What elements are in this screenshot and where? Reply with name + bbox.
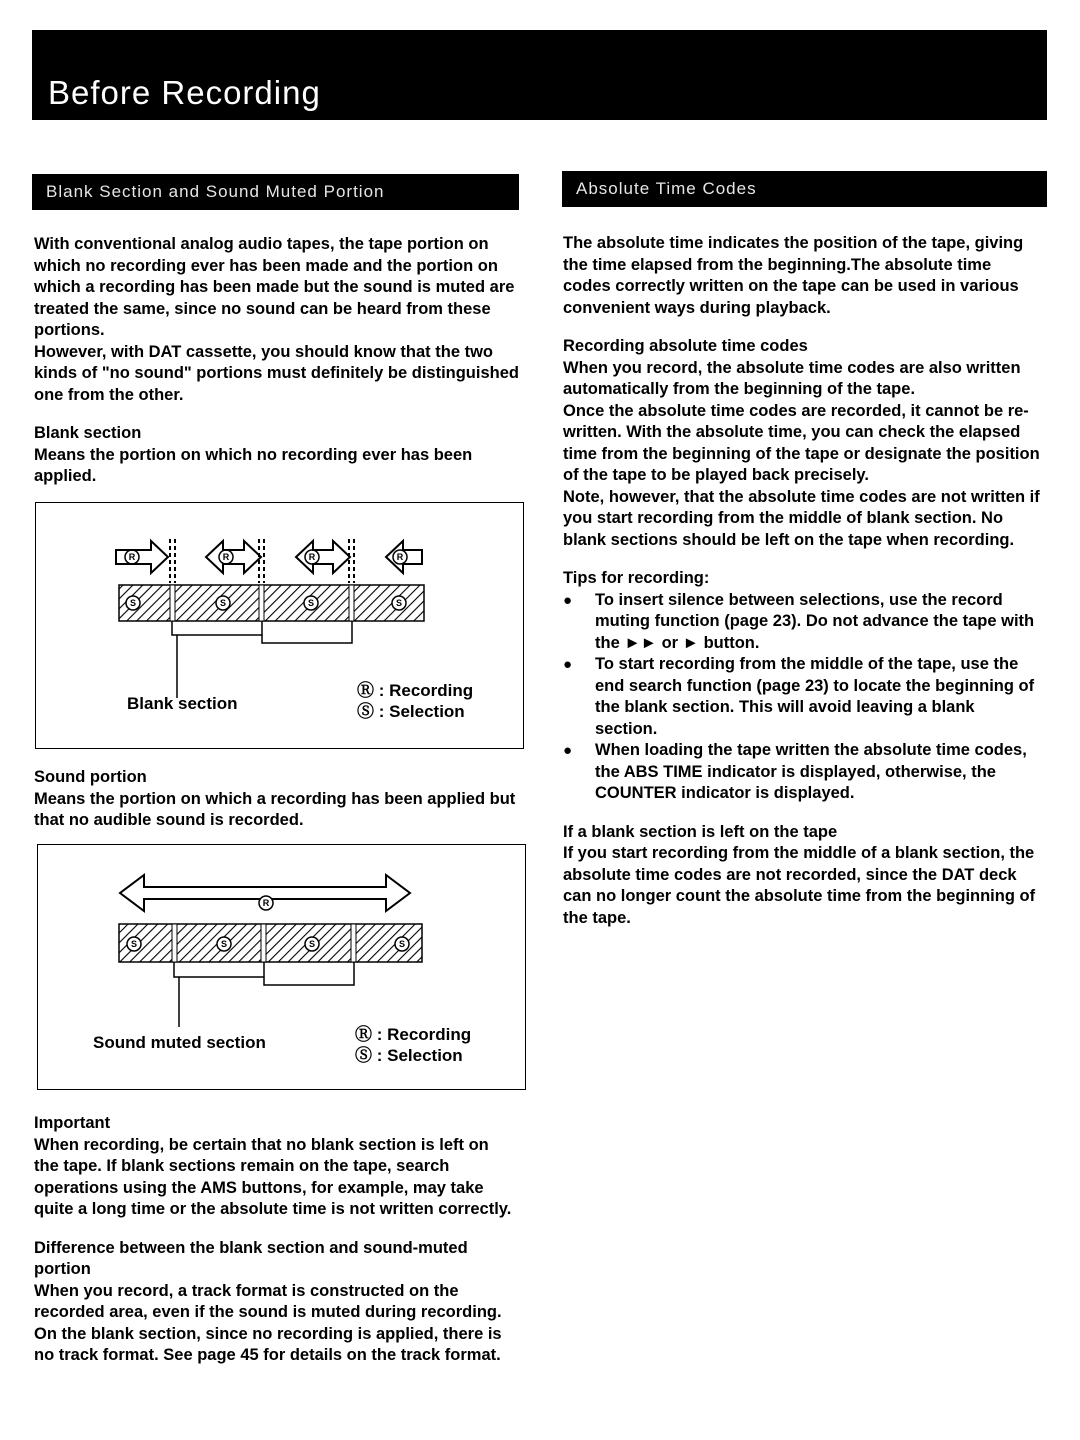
bullet-icon: ● [563,742,573,759]
legend-selection: Ⓢ : Selection [355,1046,463,1065]
s-mark-text: S [308,939,316,949]
arrow-double-icon [296,541,350,573]
diagram-legend [355,1024,471,1066]
s-mark-text: S [307,598,315,608]
tip-text: To insert silence between selections, use the record muting function (page 23). Do not advance the tape with the ►► or ► button. [595,590,1035,652]
recording-codes-text-3: Note, however, that the absolute time codes are not written if you start recording from the middle of blank section. No blank sections should be left on the tape when recording. [563,487,1040,549]
difference-text: When you record, a track format is constructed on the recorded area, even if the sound is muted during recording. On the blank section, since no recording is applied, there is no track format. See page 45 for details on the track format. [34,1281,502,1364]
recording-codes-text-2: Once the absolute time codes are recorded, it cannot be re-written. With the absolute time, you can check the elapsed time from the beginning of the tape or designate the position of the tape to be played back precisely. [563,401,1040,484]
tape-strip [119,585,424,621]
sound-muted-diagram [37,844,526,1090]
section-heading-text: Absolute Time Codes [576,179,757,198]
intro-paragraph-1: With conventional analog audio tapes, the tape portion on which no recording ever has been made and the portion on which a recording has been made but the sound is muted are treated the same, since no sound can be heard from these portions. [34,235,515,339]
s-mark-text: S [395,598,403,608]
bullet-icon: ● [563,591,573,609]
sound-portion-title: Sound portion [34,768,147,786]
tip-text: To start recording from the middle of the tape, use the end search function (page 23) to locate the beginning of the blank section. This will avoid leaving a blank section. [595,655,1035,738]
tape-strip [119,924,422,962]
s-mark-text: S [220,939,228,949]
blank-section-title: Blank section [34,424,142,442]
page-title: Before Recording [48,74,321,111]
left-text-top [34,234,520,488]
s-mark-text: S [398,939,406,949]
left-text-bottom [34,1113,514,1367]
bullet-icon: ● [563,656,573,673]
important-text: When recording, be certain that no blank section is left on the tape. If blank sections remain on the tape, search operations using the AMS buttons, for example, may take quite a long time or the absolute time is not written correctly. [34,1135,512,1218]
r-mark-text: R [396,552,404,562]
blank-left-title: If a blank section is left on the tape [563,822,838,841]
intro-paragraph-2: However, with DAT cassette, you should know that the two kinds of "no sound" portions must definitely be distinguished one from the other. [34,342,519,404]
tip-text: When loading the tape written the absolute time codes, the ABS TIME indicator is displayed, otherwise, the COUNTER indicator is displayed. [595,741,1027,802]
section-heading-blank-muted [32,174,519,210]
tip-item [563,590,1041,655]
blank-section-diagram [35,502,524,749]
recording-codes-title: Recording absolute time codes [563,337,808,355]
diagram-legend [357,680,473,722]
left-text-sound [34,767,520,832]
sound-muted-label: Sound muted section [93,1033,266,1052]
legend-recording: Ⓡ : Recording [357,681,474,700]
tips-list [563,590,1041,805]
absolute-time-intro: The absolute time indicates the position of the tape, giving the time elapsed from the beginning.The absolute time codes correctly written on the tape can be used in various convenient ways during playback. [563,234,1024,317]
recording-codes-text-1: When you record, the absolute time codes are also written automatically from the beginning of the tape. [563,358,1021,398]
arrow-right-icon [116,541,168,573]
s-mark-text: S [129,598,137,608]
r-mark-text: R [128,552,136,562]
important-title: Important [34,1114,111,1132]
sound-portion-text: Means the portion on which a recording has been applied but that no audible sound is recorded. [34,789,516,829]
blank-section-label: Blank section [127,694,238,713]
section-heading-text: Blank Section and Sound Muted Portion [46,182,385,201]
r-mark-text: R [222,552,230,562]
r-mark-text: R [262,898,270,908]
difference-title: Difference between the blank section and sound-muted portion [34,1238,468,1278]
page-title-bar [32,30,1047,120]
s-mark-text: S [219,598,227,608]
tip-item [563,740,1041,805]
legend-selection: Ⓢ : Selection [357,702,465,721]
s-mark-text: S [130,939,138,949]
section-heading-absolute-time [562,171,1047,207]
r-mark-text: R [308,552,316,562]
legend-recording: Ⓡ : Recording [355,1025,472,1044]
right-text [563,233,1041,929]
tips-title: Tips for recording: [563,569,710,587]
tip-item [563,654,1041,740]
blank-left-text: If you start recording from the middle of a blank section, the absolute time codes are not recorded, since the DAT deck can no longer count the absolute time from the beginning of the tape. [563,844,1036,927]
blank-section-text: Means the portion on which no recording ever has been applied. [34,445,473,485]
arrow-left-icon [386,541,422,573]
